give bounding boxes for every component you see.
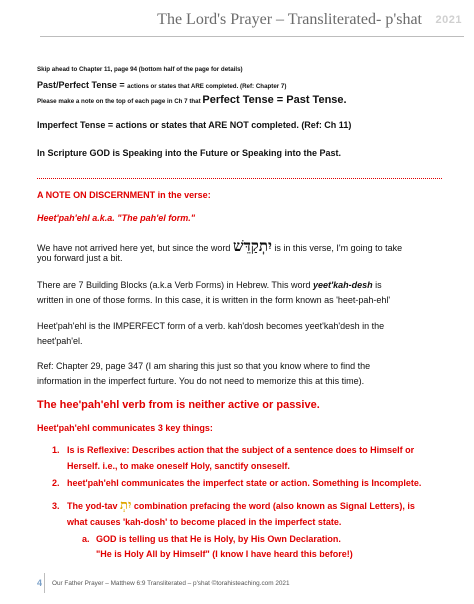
past-tense-term: Past/Perfect Tense =: [37, 80, 128, 90]
past-tense-definition: actions or states that ARE completed. (Ref: Chapter 7): [127, 83, 287, 90]
list-item-2-number: 2.: [52, 478, 60, 488]
p2-text-a: There are 7 Building Blocks (a.k.a Verb Forms) in Hebrew. This word: [37, 280, 313, 290]
footer-page-number: 4: [37, 578, 43, 588]
p2-text-b: is: [372, 280, 382, 290]
p1-text-a: We have not arrived here yet, but since the word: [37, 243, 233, 253]
list-item-3-line-1: [67, 497, 415, 513]
footer-text: Our Father Prayer – Matthew 6:9 Transliterated – p'shat ©torahisteaching.com 2021: [52, 580, 290, 587]
page-header-year: 2021: [435, 14, 462, 26]
paragraph-4-line-1: Ref: Chapter 29, page 347 (I am sharing this just so that you know where to find the: [37, 361, 371, 371]
sublist-line-2: "He is Holy All by Himself" (I know I have heard this before!): [96, 549, 353, 559]
hebrew-word: יִתְקַדֵּשׁ: [232, 237, 272, 255]
paragraph-2-line-2: written in one of those forms. In this case, it is written in the form known as 'heet-pah-ehl': [37, 295, 391, 305]
sublist-letter: a.: [82, 534, 90, 544]
discernment-heading: A NOTE ON DISCERNMENT in the verse:: [37, 190, 211, 200]
scripture-line: In Scripture GOD is Speaking into the Future or Speaking into the Past.: [37, 148, 342, 158]
list-item-2-line-1: heet'pah'ehl communicates the imperfect state or action. Something is Incomplete.: [67, 478, 422, 488]
header-divider: [40, 36, 464, 37]
p2-hebrew-word: yeet'kah-desh: [312, 280, 373, 290]
skip-ahead-note: Skip ahead to Chapter 11, page 94 (bottom half of the page for details): [37, 66, 243, 73]
p1-text-b: is in this verse, I'm going to take: [271, 243, 403, 253]
page-header-title: The Lord's Prayer – Transliterated- p'shat: [157, 11, 422, 28]
list-item-3-text-b: combination prefacing the word (also known as Signal Letters), is: [131, 501, 415, 511]
communicates-heading: Heet'pah'ehl communicates 3 key things:: [37, 423, 213, 433]
yod-tav-glyph: יִתְ: [120, 498, 132, 513]
verb-form-heading: The hee'pah'ehl verb from is neither active or passive.: [37, 399, 320, 411]
perfect-tense-note-small: Please make a note on the top of each page in Ch 7 that: [37, 98, 203, 105]
paragraph-2-line-1: [37, 280, 382, 290]
dotted-divider: [37, 178, 442, 179]
paragraph-4-line-2: information in the imperfect furture. You do not need to memorize this at this time).: [37, 376, 365, 386]
list-item-3-text-a: The yod-tav: [67, 501, 121, 511]
paragraph-1-line-2: you forward just a bit.: [37, 253, 123, 263]
imperfect-tense-line: Imperfect Tense = actions or states that ARE NOT completed. (Ref: Ch 11): [37, 120, 352, 130]
sublist-line-1: GOD is telling us that He is Holy, by His Own Declaration.: [96, 534, 341, 544]
paragraph-3-line-2: heet'pah'el.: [37, 336, 83, 346]
list-item-1-number: 1.: [52, 445, 60, 455]
list-item-1-line-1: Is is Reflexive: Describes action that the subject of a sentence does to Himself or: [67, 445, 415, 455]
perfect-tense-note-big: Perfect Tense = Past Tense.: [202, 94, 347, 106]
list-item-3-number: 3.: [52, 501, 60, 511]
list-item-3-line-2: what causes 'kah-dosh' to become placed in the imperfect state.: [67, 517, 342, 527]
discernment-subheading: Heet'pah'ehl a.k.a. "The pah'el form.": [37, 213, 195, 223]
list-item-1-line-2: Herself. i.e., to make oneself Holy, sanctify onseself.: [67, 461, 290, 471]
perfect-tense-note: [37, 90, 347, 108]
paragraph-3-line-1: Heet'pah'ehl is the IMPERFECT form of a verb. kah'dosh becomes yeet'kah'desh in the: [37, 321, 385, 331]
footer-divider: [44, 573, 45, 593]
